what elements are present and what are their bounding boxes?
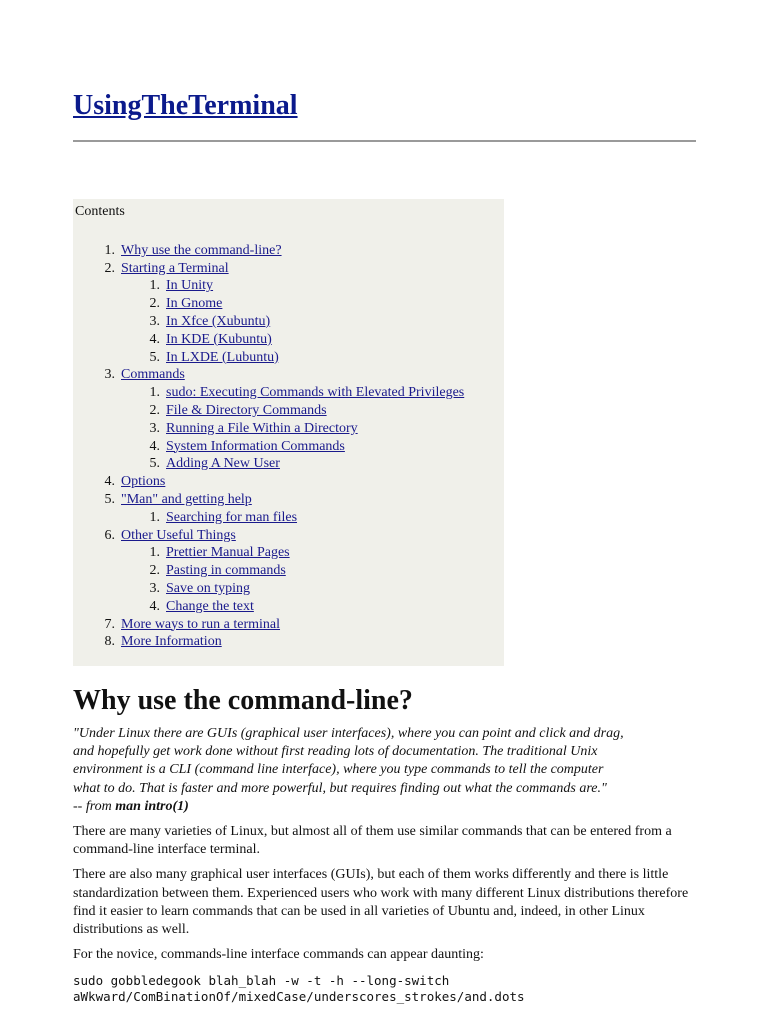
toc-subitem-number: 4.: [149, 438, 160, 454]
paragraph: There are also many graphical user interfaces (GUIs), but each of them works differently and there is little standardization between them. Experienced users who work with many different Linux distributions therefore find it easier to learn commands that can be used in all varieties of Ubuntu and, indeed, in other Linux distributions as well.: [73, 867, 689, 938]
toc-subitem-number: 2.: [149, 402, 160, 418]
toc-sublink[interactable]: In LXDE (Lubuntu): [166, 349, 279, 365]
title-divider: [73, 140, 696, 142]
toc-sublink[interactable]: Change the text: [166, 598, 254, 614]
toc-item: [75, 491, 504, 527]
toc-sublink[interactable]: Running a File Within a Directory: [166, 420, 358, 436]
section-body: [73, 725, 696, 1005]
toc-sublink[interactable]: Prettier Manual Pages: [166, 545, 290, 561]
toc-subitem-number: 1.: [149, 509, 160, 525]
quote-line: and hopefully get work done without first reading lots of documentation. The traditional Unix: [73, 744, 598, 760]
toc-subitem: [121, 331, 504, 349]
code-line: aWkward/ComBinationOf/mixedCase/underscores_strokes/and.dots: [73, 989, 525, 1005]
toc-subitem: [121, 420, 504, 438]
toc-link[interactable]: Commands: [121, 367, 185, 383]
toc-sublink[interactable]: Pasting in commands: [166, 563, 286, 579]
toc-heading: Contents: [75, 204, 125, 219]
page-title-link[interactable]: UsingTheTerminal: [73, 90, 298, 121]
toc-sublink[interactable]: sudo: Executing Commands with Elevated Privileges: [166, 385, 465, 401]
toc-item: [75, 633, 504, 651]
paragraph: There are many varieties of Linux, but almost all of them use similar commands that can be entered from a command-line interface terminal.: [73, 824, 672, 858]
toc-link[interactable]: Starting a Terminal: [121, 260, 229, 276]
toc-sublink[interactable]: In Xfce (Xubuntu): [166, 313, 271, 329]
attribution-prefix: -- from: [73, 798, 116, 814]
toc-subitem: [121, 313, 504, 331]
toc-subitem: [121, 402, 504, 420]
toc-subitem: [121, 277, 504, 295]
toc-subitem-number: 4.: [149, 598, 160, 614]
toc-item: [75, 473, 504, 491]
toc-subitem-number: 3.: [149, 313, 160, 329]
page-title: [73, 88, 298, 124]
toc-subitem: [121, 562, 504, 580]
toc-subitem: [121, 295, 504, 313]
toc-sublink[interactable]: File & Directory Commands: [166, 402, 327, 418]
toc-sublink[interactable]: In KDE (Kubuntu): [166, 331, 272, 347]
toc-subitem: [121, 509, 504, 527]
toc-subitem-number: 1.: [149, 385, 160, 401]
toc-item: [75, 260, 504, 367]
quote-attribution: [73, 798, 696, 816]
attribution-source: man intro(1): [115, 798, 189, 814]
toc-link[interactable]: More Information: [121, 634, 222, 650]
toc-sublink[interactable]: Searching for man files: [166, 509, 298, 525]
toc-item-number: 6.: [104, 527, 115, 543]
toc-item-number: 1.: [104, 242, 115, 258]
toc-subitem-number: 3.: [149, 420, 160, 436]
toc-subitem-number: 5.: [149, 349, 160, 365]
toc-sublink[interactable]: Adding A New User: [166, 456, 280, 472]
toc-subitem: [121, 384, 504, 402]
toc-subitem-number: 1.: [149, 545, 160, 561]
toc-subitem: [121, 349, 504, 367]
toc-link[interactable]: Why use the command-line?: [121, 242, 282, 258]
toc-item-number: 4.: [104, 474, 115, 490]
toc-item: [75, 527, 504, 616]
toc-list: [75, 242, 504, 651]
toc-sublist: [121, 277, 504, 366]
toc-link[interactable]: "Man" and getting help: [121, 491, 252, 507]
toc-subitem-number: 2.: [149, 296, 160, 312]
toc-item-number: 5.: [104, 491, 115, 507]
toc-sublist: [121, 509, 504, 527]
toc-item: [75, 616, 504, 634]
quote-line: environment is a CLI (command line interface), where you type commands to tell the computer: [73, 762, 604, 778]
toc-item-number: 2.: [104, 260, 115, 276]
toc-item-number: 3.: [104, 367, 115, 383]
toc-subitem-number: 5.: [149, 456, 160, 472]
toc-sublink[interactable]: Save on typing: [166, 580, 250, 596]
toc-subitem-number: 3.: [149, 580, 160, 596]
toc-link[interactable]: More ways to run a terminal: [121, 616, 281, 632]
toc-sublink[interactable]: System Information Commands: [166, 438, 345, 454]
toc-item: [75, 366, 504, 473]
toc-sublist: [121, 384, 504, 473]
toc-link[interactable]: Other Useful Things: [121, 527, 236, 543]
toc-subitem: [121, 455, 504, 473]
quote-line: what to do. That is faster and more powerful, but requires finding out what the commands are.": [73, 780, 607, 796]
toc-subitem: [121, 580, 504, 598]
toc-sublist: [121, 544, 504, 615]
toc-item: [75, 242, 504, 260]
toc-item-number: 8.: [104, 634, 115, 650]
toc-subitem-number: 1.: [149, 278, 160, 294]
table-of-contents: [73, 199, 504, 666]
toc-item-number: 7.: [104, 616, 115, 632]
intro-quote: [73, 725, 696, 798]
toc-link[interactable]: Options: [121, 474, 166, 490]
toc-subitem-number: 2.: [149, 563, 160, 579]
toc-subitem-number: 4.: [149, 331, 160, 347]
toc-subitem: [121, 598, 504, 616]
section-heading: Why use the command-line?: [73, 685, 413, 716]
toc-subitem: [121, 544, 504, 562]
toc-sublink[interactable]: In Unity: [166, 278, 214, 294]
toc-subitem: [121, 438, 504, 456]
paragraph: For the novice, commands-line interface commands can appear daunting:: [73, 947, 484, 963]
toc-sublink[interactable]: In Gnome: [166, 296, 223, 312]
code-line: sudo gobbledegook blah_blah -w -t -h --long-switch: [73, 973, 450, 989]
quote-line: "Under Linux there are GUIs (graphical user interfaces), where you can point and click and drag,: [73, 726, 624, 741]
code-block: [73, 973, 696, 1005]
